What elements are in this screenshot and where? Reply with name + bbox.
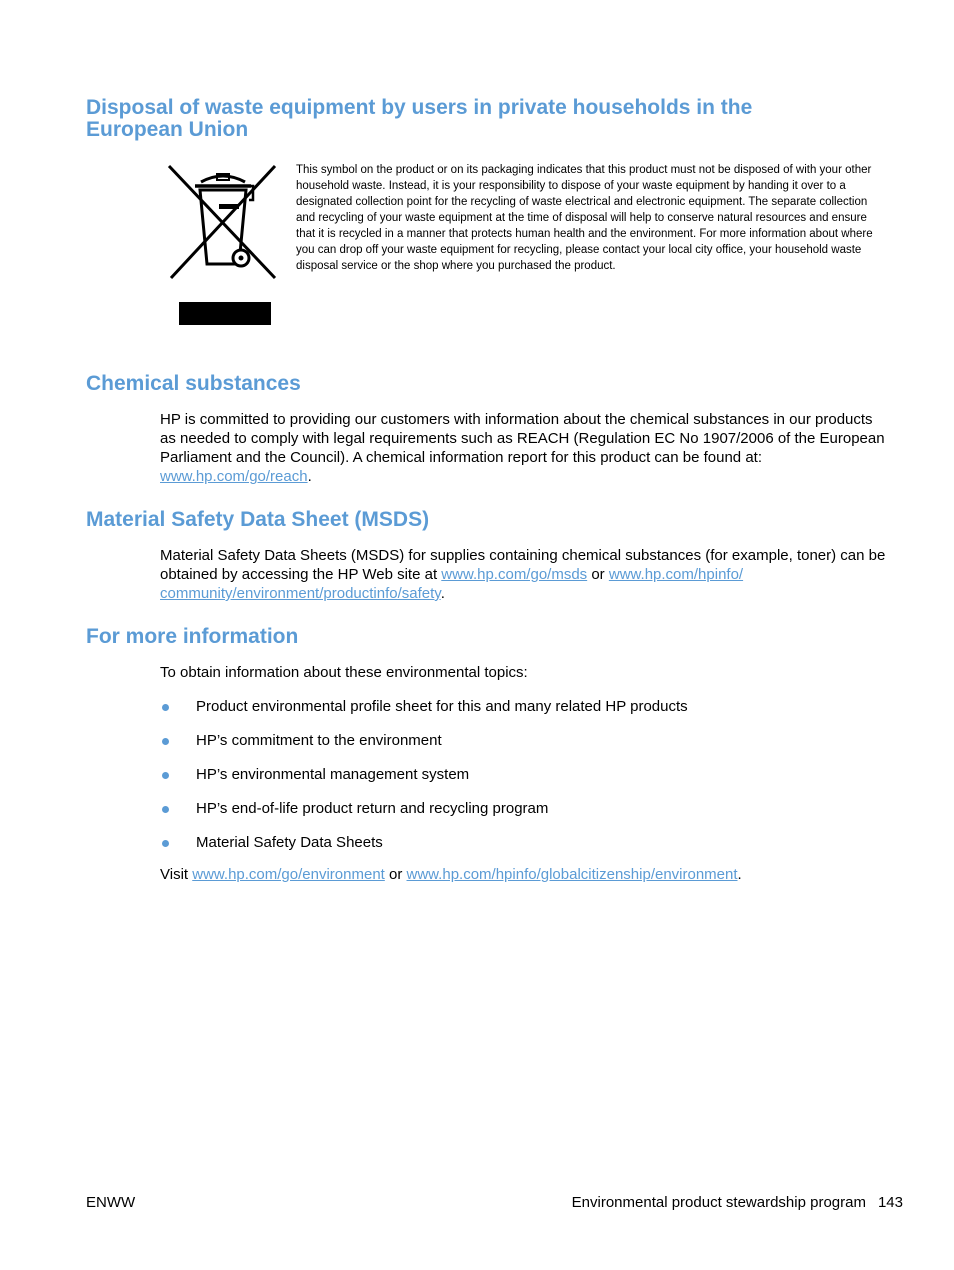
- msds-link[interactable]: www.hp.com/go/msds: [441, 566, 588, 583]
- bullet-icon: [162, 840, 169, 847]
- msds-text: [160, 546, 890, 603]
- more-info-heading: For more information: [86, 625, 299, 648]
- reach-link[interactable]: www.hp.com/go/reach: [160, 468, 308, 485]
- list-item-label: HP’s commitment to the environment: [196, 732, 442, 749]
- list-item-label: Material Safety Data Sheets: [196, 834, 383, 851]
- chemical-body: HP is committed to providing our customers with information about the chemical substances in our products as needed to comply with legal requirements such as REACH (Regulation EC No 1907/2006 of the European Parliament and the Council). A chemical information report for this product can be found at:: [160, 411, 885, 466]
- page-number: 143: [877, 1194, 903, 1211]
- safety-link[interactable]: www.hp.com/hpinfo/ community/environment/productinfo/safety: [160, 566, 744, 602]
- list-item: [160, 724, 688, 758]
- visit-or: or: [384, 866, 407, 883]
- list-item: [160, 690, 688, 724]
- msds-period: .: [440, 585, 445, 602]
- list-item-label: HP’s end-of-life product return and recycling program: [196, 800, 549, 817]
- footer-section-title: Environmental product stewardship program: [571, 1194, 866, 1211]
- bullet-icon: [162, 806, 169, 813]
- list-item: [160, 826, 688, 860]
- list-item: [160, 792, 688, 826]
- globalcitizenship-link[interactable]: www.hp.com/hpinfo/globalcitizenship/environment: [406, 866, 738, 883]
- chemical-heading: Chemical substances: [86, 372, 301, 395]
- bullet-icon: [162, 704, 169, 711]
- disposal-heading: Disposal of waste equipment by users in private households in the European Union: [86, 96, 753, 141]
- list-item-label: Product environmental profile sheet for this and many related HP products: [196, 698, 688, 715]
- bullet-icon: [162, 738, 169, 745]
- environment-link[interactable]: www.hp.com/go/environment: [192, 866, 385, 883]
- msds-or: or: [587, 566, 609, 583]
- footer-doc-code: ENWW: [86, 1194, 136, 1211]
- footer-section: [572, 1193, 903, 1212]
- list-item-label: HP’s environmental management system: [196, 766, 470, 783]
- visit-period: .: [737, 866, 742, 883]
- msds-heading: Material Safety Data Sheet (MSDS): [86, 508, 430, 531]
- disposal-text: This symbol on the product or on its packaging indicates that this product must not be disposed of with your other household waste. Instead, it is your responsibility to dispose of your waste equipment by handing it over to a designated collection point for the recycling of waste electrical and electronic equipment. The separate collection and recycling of your waste equipment at the time of disposal will help to conserve natural resources and ensure that it is recycled in a manner that protects human health and the environment. For more information about where you can drop off your waste equipment for recycling, please contact your local city office, your household waste disposal service or the shop where you purchased the product.: [296, 164, 873, 272]
- visit-label: Visit: [160, 866, 193, 883]
- bullet-icon: [162, 772, 169, 779]
- chemical-period: .: [307, 468, 312, 485]
- more-info-intro: To obtain information about these environmental topics:: [160, 664, 528, 681]
- chemical-text: [160, 410, 890, 486]
- crossed-out-wheelie-bin-icon: [165, 160, 281, 328]
- topics-list: [160, 690, 688, 860]
- list-item: [160, 758, 688, 792]
- visit-text: [160, 865, 890, 884]
- msds-body: Material Safety Data Sheets (MSDS) for supplies containing chemical substances (for example, toner) can be obtained by accessing the HP Web site at: [160, 547, 886, 583]
